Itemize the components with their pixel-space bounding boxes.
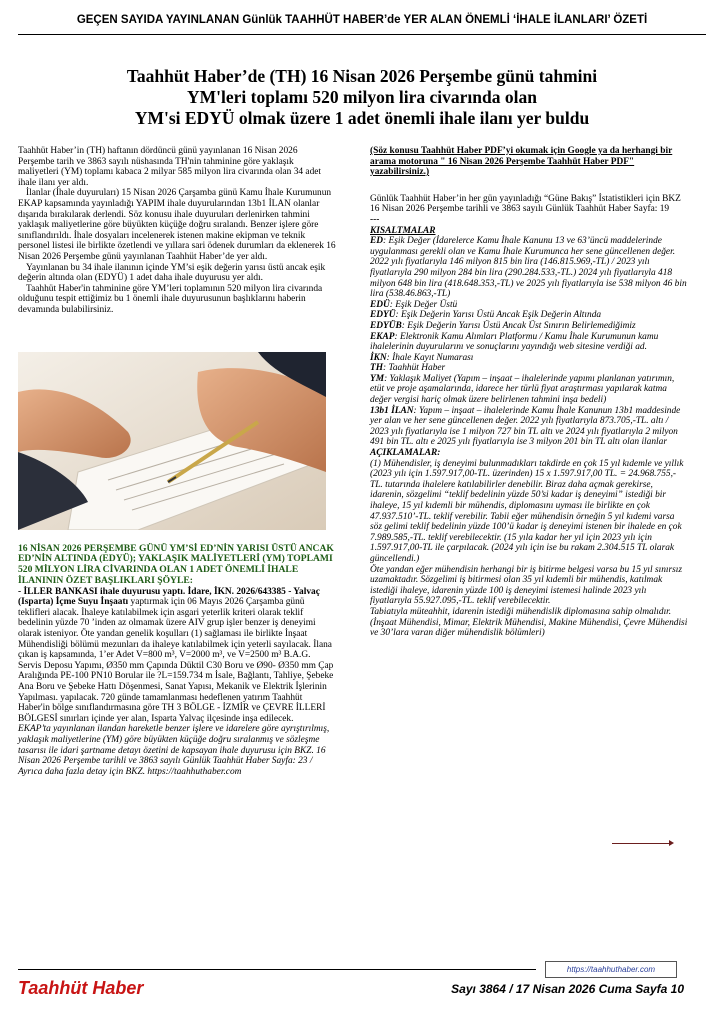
left-column bbox=[18, 146, 336, 777]
explanation-3: Tabiatıyla müteahhit, idarenin istediği mühendislik diplomasına sahip olmalıdır. (İnşaat Mühendisi, Mimar, Elektrik Mühendisi, Makine Mühendisi, Çevre Mühendisi ve 30’lara varan diğer mühendislik bölümleri) bbox=[370, 606, 688, 639]
headline-line-3: YM'si EDYÜ olmak üzere 1 adet önemli ihale ilanı yer buldu bbox=[134, 108, 590, 128]
method-paragraph: İlanlar (İhale duyuruları) 15 Nisan 2026 Çarşamba günü Kamu İhale Kurumunun EKAP kapsamında yayınladığı YAPIM ihale duyurularından 13b1 İLAN olanlar dışarıda bırakılarak derlendi. Söz konusu ihale duyuruları derlenirken tahmini yaklaşık maliyetlerine göre büyükten küçüğe doğru sıralandı. Benzer işlere göre sınıflandırıldı. İhale dosyaları incelenerek istenen makine ekipman ve teknik personel listesi ile birlikte özetlendi ve yıllara sari ödenek durumları da eklenerek 16 Nisan 2026 Perşembe günü yayınlanan Taahhüt Haber’de yer aldı. bbox=[18, 188, 336, 262]
issue-info: Sayı 3864 / 17 Nisan 2026 Cuma Sayfa 10 bbox=[451, 982, 684, 996]
abbr-edu-text: : Eşik Değer Üstü bbox=[389, 299, 458, 310]
abbr-edyub-key: EDYÜB bbox=[370, 320, 402, 331]
tender-item-heading: - İLLER BANKASI ihale duyurusu yaptı. İdare, İKN. 2026/643385 - Yalvaç (Isparta) İçme Suyu İnşaatı bbox=[18, 586, 320, 608]
abbr-ekap-text: : Elektronik Kamu Alımları Platformu / Kamu İhale Kurumunun kamu ihalelerinin duyurularını ve sonuçlarını yayındığı web sitesine verdiği ad. bbox=[370, 331, 659, 353]
abbr-ikn bbox=[370, 353, 688, 364]
abbr-ym-text: : Yaklaşık Maliyet (Yapım – inşaat – ihalelerinde yapımı planlanan yatırımın, etüt ve proje aşamalarında, idarece her türlü fiyat araştırması yapılarak katma değer vergisi hariç olmak üzere belirlenen tahmini inşa bedeli) bbox=[370, 373, 675, 406]
abbr-ekap bbox=[370, 332, 688, 353]
abbr-edyub-text: : Eşik Değerin Yarısı Üstü Ancak Üst Sınırın Belirlemediğimiz bbox=[401, 320, 636, 331]
explanations-title: AÇIKLAMALAR: bbox=[370, 448, 441, 459]
website-link[interactable]: https://taahhuthaber.com bbox=[545, 961, 677, 978]
abbr-edyu bbox=[370, 310, 688, 321]
abbr-ikn-text: : İhale Kayıt Numarası bbox=[386, 352, 474, 363]
abbr-ym-key: YM bbox=[370, 373, 385, 384]
tender-item bbox=[18, 587, 336, 725]
summary-title: 16 NİSAN 2026 PERŞEMBE GÜNÜ YM’Sİ ED’NİN YARISI ÜSTÜ ANCAK ED’NİN ALTINDA (EDYÜ); YAKLAŞIK MALİYETLERİ (YM) TOPLAMI 520 MİLYON LİRA CİVARINDA OLAN 1 ADET ÖNEMLİ İHALE İLANININ ÖZET BAŞLIKLARI ŞÖYLE: bbox=[18, 542, 334, 586]
continue-arrow-icon bbox=[612, 843, 672, 844]
abbreviations-title: KISALTMALAR bbox=[370, 225, 436, 236]
abbr-13b1-key: 13b1 İLAN bbox=[370, 405, 414, 416]
gunebakis-note: Günlük Taahhüt Haber’in her gün yayınladığı “Güne Bakış” İstatistikleri için BKZ 16 Nisan 2026 Perşembe tarihli ve 3863 sayılı Günlük Taahhüt Haber Sayfa: 19 bbox=[370, 193, 681, 215]
footer-divider bbox=[18, 969, 536, 970]
explanation-1: (1) Mühendisler, iş deneyimi bulunmadıkları takdirde en çok 15 yıl kıdemle ve yıllık (2023 yılı için 1.597.917,00-TL. üzerinden) 15 x 1.597.917,00 TL. = 24.968.755,-TL. tutarında ihalelere katılabilirler denebilir. Biraz daha açmak gerekirse, idarenin, sözgelimi “teklif bedelinin yüzde 50’si kadar iş deneyimi” istediği bir ihaleye, 15 yıl kıdemli bir mühendis, diplomasını uyması ile birlikte en çok 47.937.510’-TL. teklif verebilir. Tabii eğer mühendisin örneğin 5 yıl kıdemi varsa söz gelimi teklif bedelinin yüzde 100’ü kadar iş deneyimi istenen bir ihalede en çok 7.989.585,-TL. teklif verebilecektir. (15 yıla kadar her yıl için 2023 yılı için 1.597.917,00-TL ile çarpılacak. (2024 yılı için ise bu rakam 2.304.515 TL olarak güncellendi.) bbox=[370, 458, 684, 564]
abbr-edyub bbox=[370, 321, 688, 332]
header-divider bbox=[18, 34, 706, 35]
tender-item-body: yaptırmak için 06 Mayıs 2026 Çarşamba günü teklifleri alacak. İhaleye katılabilmek için asgari yeterlik kriteri olarak teklif bedelinin yüzde 70 ’inden az olmamak üzere AIV grup işler benzer iş deneyimi olarak isteniyor. Öte yandan genelik koşulları (1) sağlaması ile birlikte İnşaat Mühendisliği bölümü mezunları da ihaleye katılabilmek için yeterli sayılacak. İlana çıkan iş kapsamında, 1’er Adet V=800 m³, V=2000 m³, ve V=2500 m³ B.A.G. Servis Deposu Yapımı, Ø350 mm Çapında Düktil C30 Boru ve Ø90- Ø350 mm Çap Aralığında PE-100 PN10 Borular ile ?L=159.734 m İsale, Bağlantı, Tahliye, Şebeke Ana Boru ve Şebeke Hattı Döşenmesi, Sanat Yapısı, Mekanik ve Elektrik İşlerinin Yapılması. yapılacak. 720 günde tamamlanması hedeflenen yatırım Taahhüt Haber'in bölge sınıflandırmasına göre TH 3 BÖLGE - İZMİR ve ÇEVRE İLLERİ BÖLGESİ sınırları içinde yer alan, Isparta Yalvaç ilçesinde inşa edilecek. bbox=[18, 597, 334, 724]
abbr-th-key: TH bbox=[370, 363, 384, 374]
abbr-ym bbox=[370, 374, 688, 406]
abbr-th bbox=[370, 363, 688, 374]
abbr-ekap-key: EKAP bbox=[370, 331, 395, 342]
abbr-ed-key: ED bbox=[370, 236, 384, 247]
abbr-edu-key: EDÜ bbox=[370, 299, 390, 310]
photo-illustration bbox=[18, 352, 326, 530]
handshake-contract-photo bbox=[18, 352, 326, 530]
explanation-2: Öte yandan eğer mühendisin herhangi bir iş bitirme belgesi varsa bu 15 yıl sınırsız uzamaktadır. Sözgelimi iş bitirmesi olan 35 yıl kıdemli bir mühendis, katılmak istediği ihaleye, idarenin yüzde 100 iş deneyimi istemesi halinde 2023 yılı fiyatlarıyla 55.927.095,-TL. teklif verebilecektir. bbox=[370, 564, 683, 607]
edyu-paragraph: Yayınlanan bu 34 ihale ilanının içinde YM’si eşik değerin yarısı üstü ancak eşik değerin altında olan (EDYÜ) 1 adet daha ihale duyurusu yer aldı. bbox=[18, 262, 326, 284]
abbr-ed-text: : Eşik Değer (İdarelerce Kamu İhale Kanunu 13 ve 63’üncü maddelerinde uygulanması gerekli olan ve Kamu İhale Kurumunca her sene güncellenen değer. 2022 yılı fiyatlarıyla 146 milyon 815 bin lira (146.815.969,-TL) / 2023 yılı fiyatlarıyla 290 milyon 284 bin lira (290.284.533,-TL.) 2024 yılı fiyatlarıyla 418 milyon 648 bin lira (418.648.353,-TL) ve 2025 yılı fiyatlarıyla ise 538 milyon 46 bin lira (538.46.863,-TL) bbox=[370, 236, 687, 300]
abbr-ed bbox=[370, 236, 688, 300]
abbr-th-text: : Taahhüt Haber bbox=[383, 363, 446, 374]
abbr-edu bbox=[370, 300, 688, 311]
right-column bbox=[370, 146, 688, 639]
abbr-edyu-text: : Eşik Değerin Yarısı Üstü Ancak Eşik Değerin Altında bbox=[395, 310, 602, 321]
abbreviations bbox=[370, 226, 688, 639]
running-header: GEÇEN SAYIDA YAYINLANAN Günlük TAAHHÜT HABER’de YER ALAN ÖNEMLİ ‘İHALE İLANLARI’ ÖZETİ bbox=[76, 14, 648, 26]
headline-line-2: YM'leri toplamı 520 milyon lira civarında olan bbox=[187, 87, 537, 107]
abbr-ikn-key: İKN bbox=[370, 352, 387, 363]
ekap-footnote: EKAP’ta yayınlanan ilandan hareketle benzer işlere ve idarelere göre ayrıştırılmış, yaklaşık maliyetlerine (YM) göre büyükten küçüğe doğru sıralanmış ve sözleşme tasarısı ile idari şartname detayı özetini de kapsayan ihale duyurusu için BKZ. 16 Nisan 2026 Perşembe tarihli ve 3863 sayılı Günlük Taahhüt Haber Sayfa: 23 / Ayrıca daha fazla detay için BKZ. https://taahhuthaber.com bbox=[18, 724, 330, 777]
abbr-13b1-text: : Yapım – inşaat – ihalelerinde Kamu İhale Kanunun 13b1 maddesinde yer alan ve her sene güncellenen değer. 2022 yılı fiyatlarıyla 873.705,-TL. altı / 2023 yılı fiyatlarıyla ise 1 milyon 727 bin TL altı ve 2024 yılı fiyatlarıyla 2 milyon 491 bin TL. altı e 2025 yılı fiyatlarıyla ise 3 milyon 201 bin TL altı olan ilanlar bbox=[370, 405, 681, 448]
abbr-13b1 bbox=[370, 406, 688, 448]
pdf-note: (Söz konusu Taahhüt Haber PDF’yi okumak için Google ya da herhangi bir arama motoruna " 16 Nisan 2026 Perşembe Taahhüt Haber PDF" yazabilirsiniz.) bbox=[370, 146, 673, 178]
abbr-edyu-key: EDYÜ bbox=[370, 310, 396, 321]
dashes: --- bbox=[370, 214, 380, 225]
intro-paragraph: Taahhüt Haber’in (TH) haftanın dördüncü günü yayınlanan 16 Nisan 2026 Perşembe tarih ve 3863 sayılı nüshasında TH'nin tahminine göre yaklaşık maliyetleri (YM) toplamı kabaca 2 milyar 585 milyon lira civarında olan 34 adet ihale ilanı yer aldı. bbox=[18, 146, 322, 188]
total-paragraph: Taahhüt Haber'in tahminine göre YM’leri toplamının 520 milyon lira civarında olduğunu tespit ettiğimiz bu 1 önemli ihale duyurusunun başlıklarını haberin devamında bulabilirsiniz. bbox=[18, 283, 323, 315]
headline-line-1: Taahhüt Haber’de (TH) 16 Nisan 2026 Perşembe günü tahmini bbox=[126, 66, 598, 86]
taahhut-haber-logo: Taahhüt Haber bbox=[18, 978, 144, 998]
headline bbox=[18, 66, 706, 129]
